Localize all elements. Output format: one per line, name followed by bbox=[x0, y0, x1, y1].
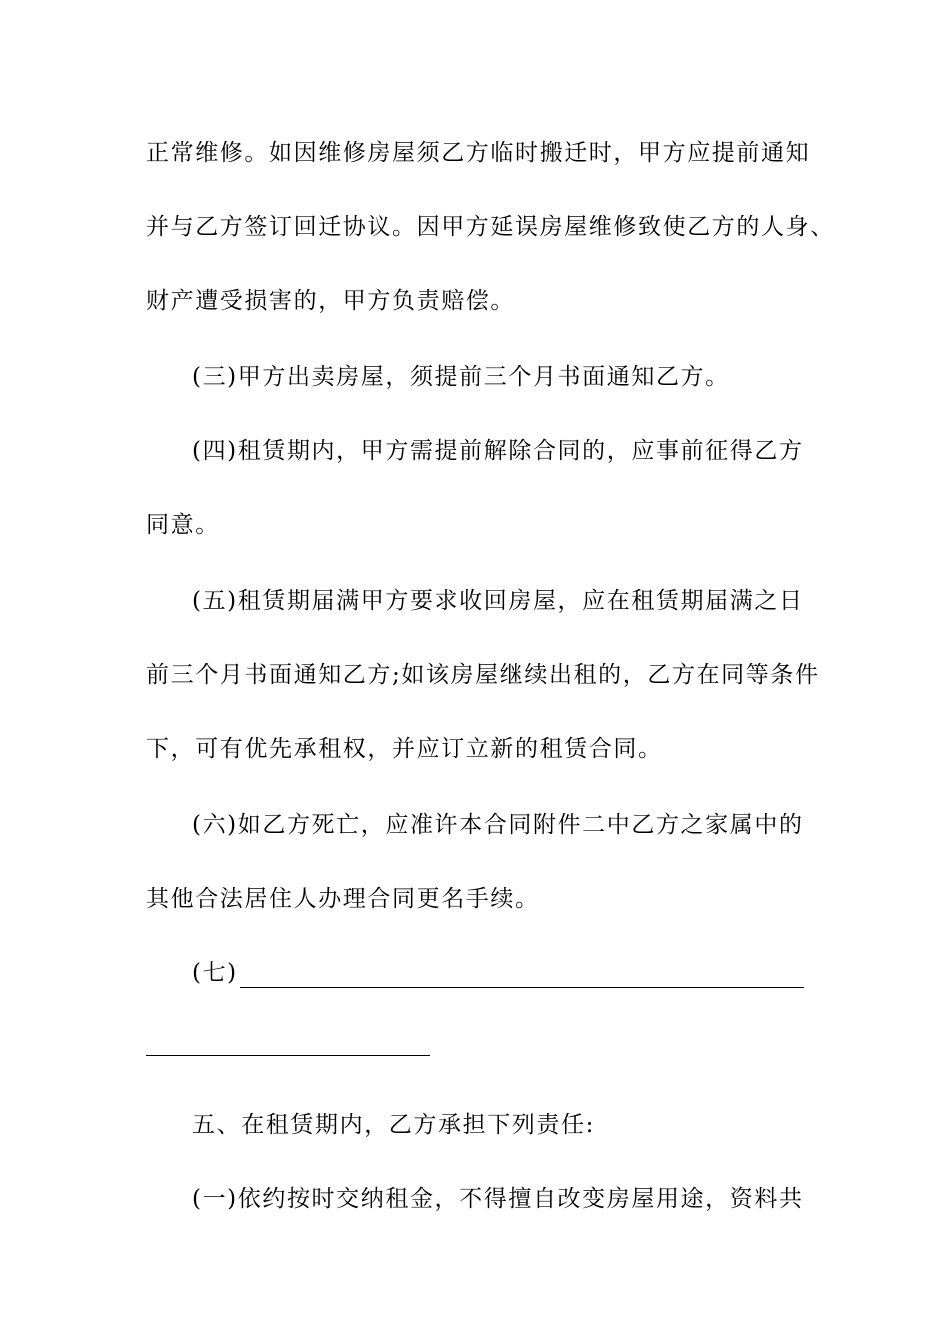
fill-in-blank-line bbox=[240, 965, 804, 988]
fill-in-blank-line bbox=[146, 1055, 430, 1056]
paragraph-line: 前三个月书面通知乙方;如该房屋继续出租的，乙方在同等条件 bbox=[146, 662, 820, 688]
clause-3: (三)甲方出卖房屋，须提前三个月书面通知乙方。 bbox=[192, 364, 730, 390]
paragraph-line: 同意。 bbox=[146, 512, 220, 538]
paragraph-line: 并与乙方签订回迁协议。因甲方延误房屋维修致使乙方的人身、 bbox=[146, 214, 835, 240]
paragraph-line: 下，可有优先承租权，并应订立新的租赁合同。 bbox=[146, 736, 663, 762]
clause-6: (六)如乙方死亡，应准许本合同附件二中乙方之家属中的 bbox=[192, 812, 804, 838]
paragraph-line: 其他合法居住人办理合同更名手续。 bbox=[146, 886, 540, 912]
clause-7 bbox=[192, 958, 804, 988]
paragraph-line: 财产遭受损害的，甲方负责赔偿。 bbox=[146, 288, 515, 314]
clause-5: (五)租赁期届满甲方要求收回房屋，应在租赁期届满之日 bbox=[192, 588, 804, 614]
clause-4: (四)租赁期内，甲方需提前解除合同的，应事前征得乙方 bbox=[192, 438, 804, 464]
paragraph-line: 正常维修。如因维修房屋须乙方临时搬迁时，甲方应提前通知 bbox=[146, 140, 811, 166]
section-5-clause-1: (一)依约按时交纳租金，不得擅自改变房屋用途，资料共 bbox=[192, 1186, 804, 1212]
section-5-heading: 五、在租赁期内，乙方承担下列责任: bbox=[192, 1112, 595, 1138]
clause-7-label: (七) bbox=[192, 960, 238, 986]
